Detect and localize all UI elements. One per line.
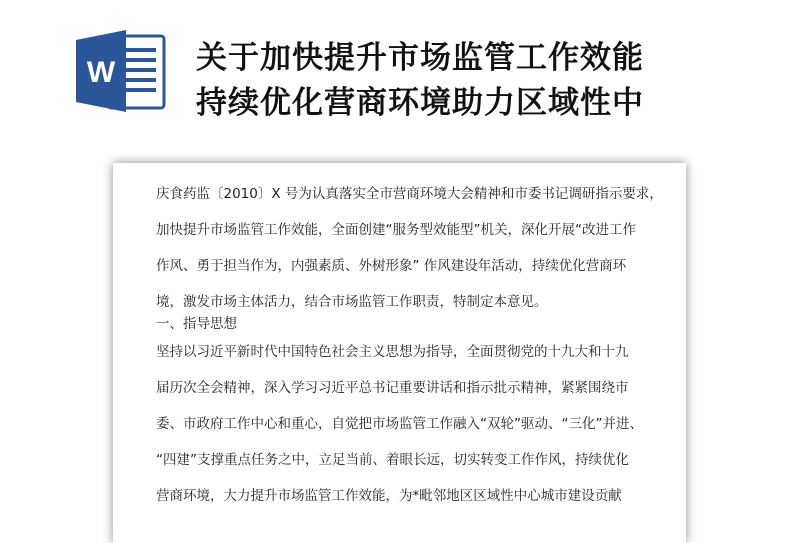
paragraph-line: 境，激发市场主体活力，结合市场监管工作职责，特制定本意见。 <box>156 294 548 310</box>
paragraph-line: 届历次全会精神，深入学习习近平总书记重要讲话和指示批示精神，紧紧围绕市 <box>156 380 629 396</box>
paragraph-line: 加快提升市场监管工作效能，全面创建“服务型效能型”机关，深化开展“改进工作 <box>156 222 636 238</box>
title-line: 持续优化营商环境助力区域性中 <box>196 85 644 121</box>
paragraph-line: “四建”支撑重点任务之中，立足当前、着眼长远，切实转变工作作风，持续优化 <box>156 452 629 468</box>
word-icon-letter: W <box>86 56 116 89</box>
section-heading: 一、指导思想 <box>156 316 237 332</box>
document-title <box>196 36 786 126</box>
paragraph-line: 坚持以习近平新时代中国特色社会主义思想为指导，全面贯彻党的十九大和十九 <box>156 344 629 360</box>
paragraph-line: 委、市政府工作中心和重心，自觉把市场监管工作融入“双轮”驱动、“三化”并进、 <box>156 416 643 432</box>
paragraph-line: 营商环境，大力提升市场监管工作效能，为*毗邻地区区域性中心城市建设贡献 <box>156 488 622 504</box>
paragraph-line: 庆食药监〔2010〕X 号为认真落实全市营商环境大会精神和市委书记调研指示要求， <box>156 186 663 202</box>
header <box>0 0 800 150</box>
document-body <box>156 183 663 521</box>
word-icon <box>74 28 166 114</box>
title-line: 关于加快提升市场监管工作效能 <box>196 40 644 76</box>
paragraph-line: 作风、勇于担当作为，内强素质、外树形象” 作风建设年活动，持续优化营商环 <box>156 258 627 274</box>
